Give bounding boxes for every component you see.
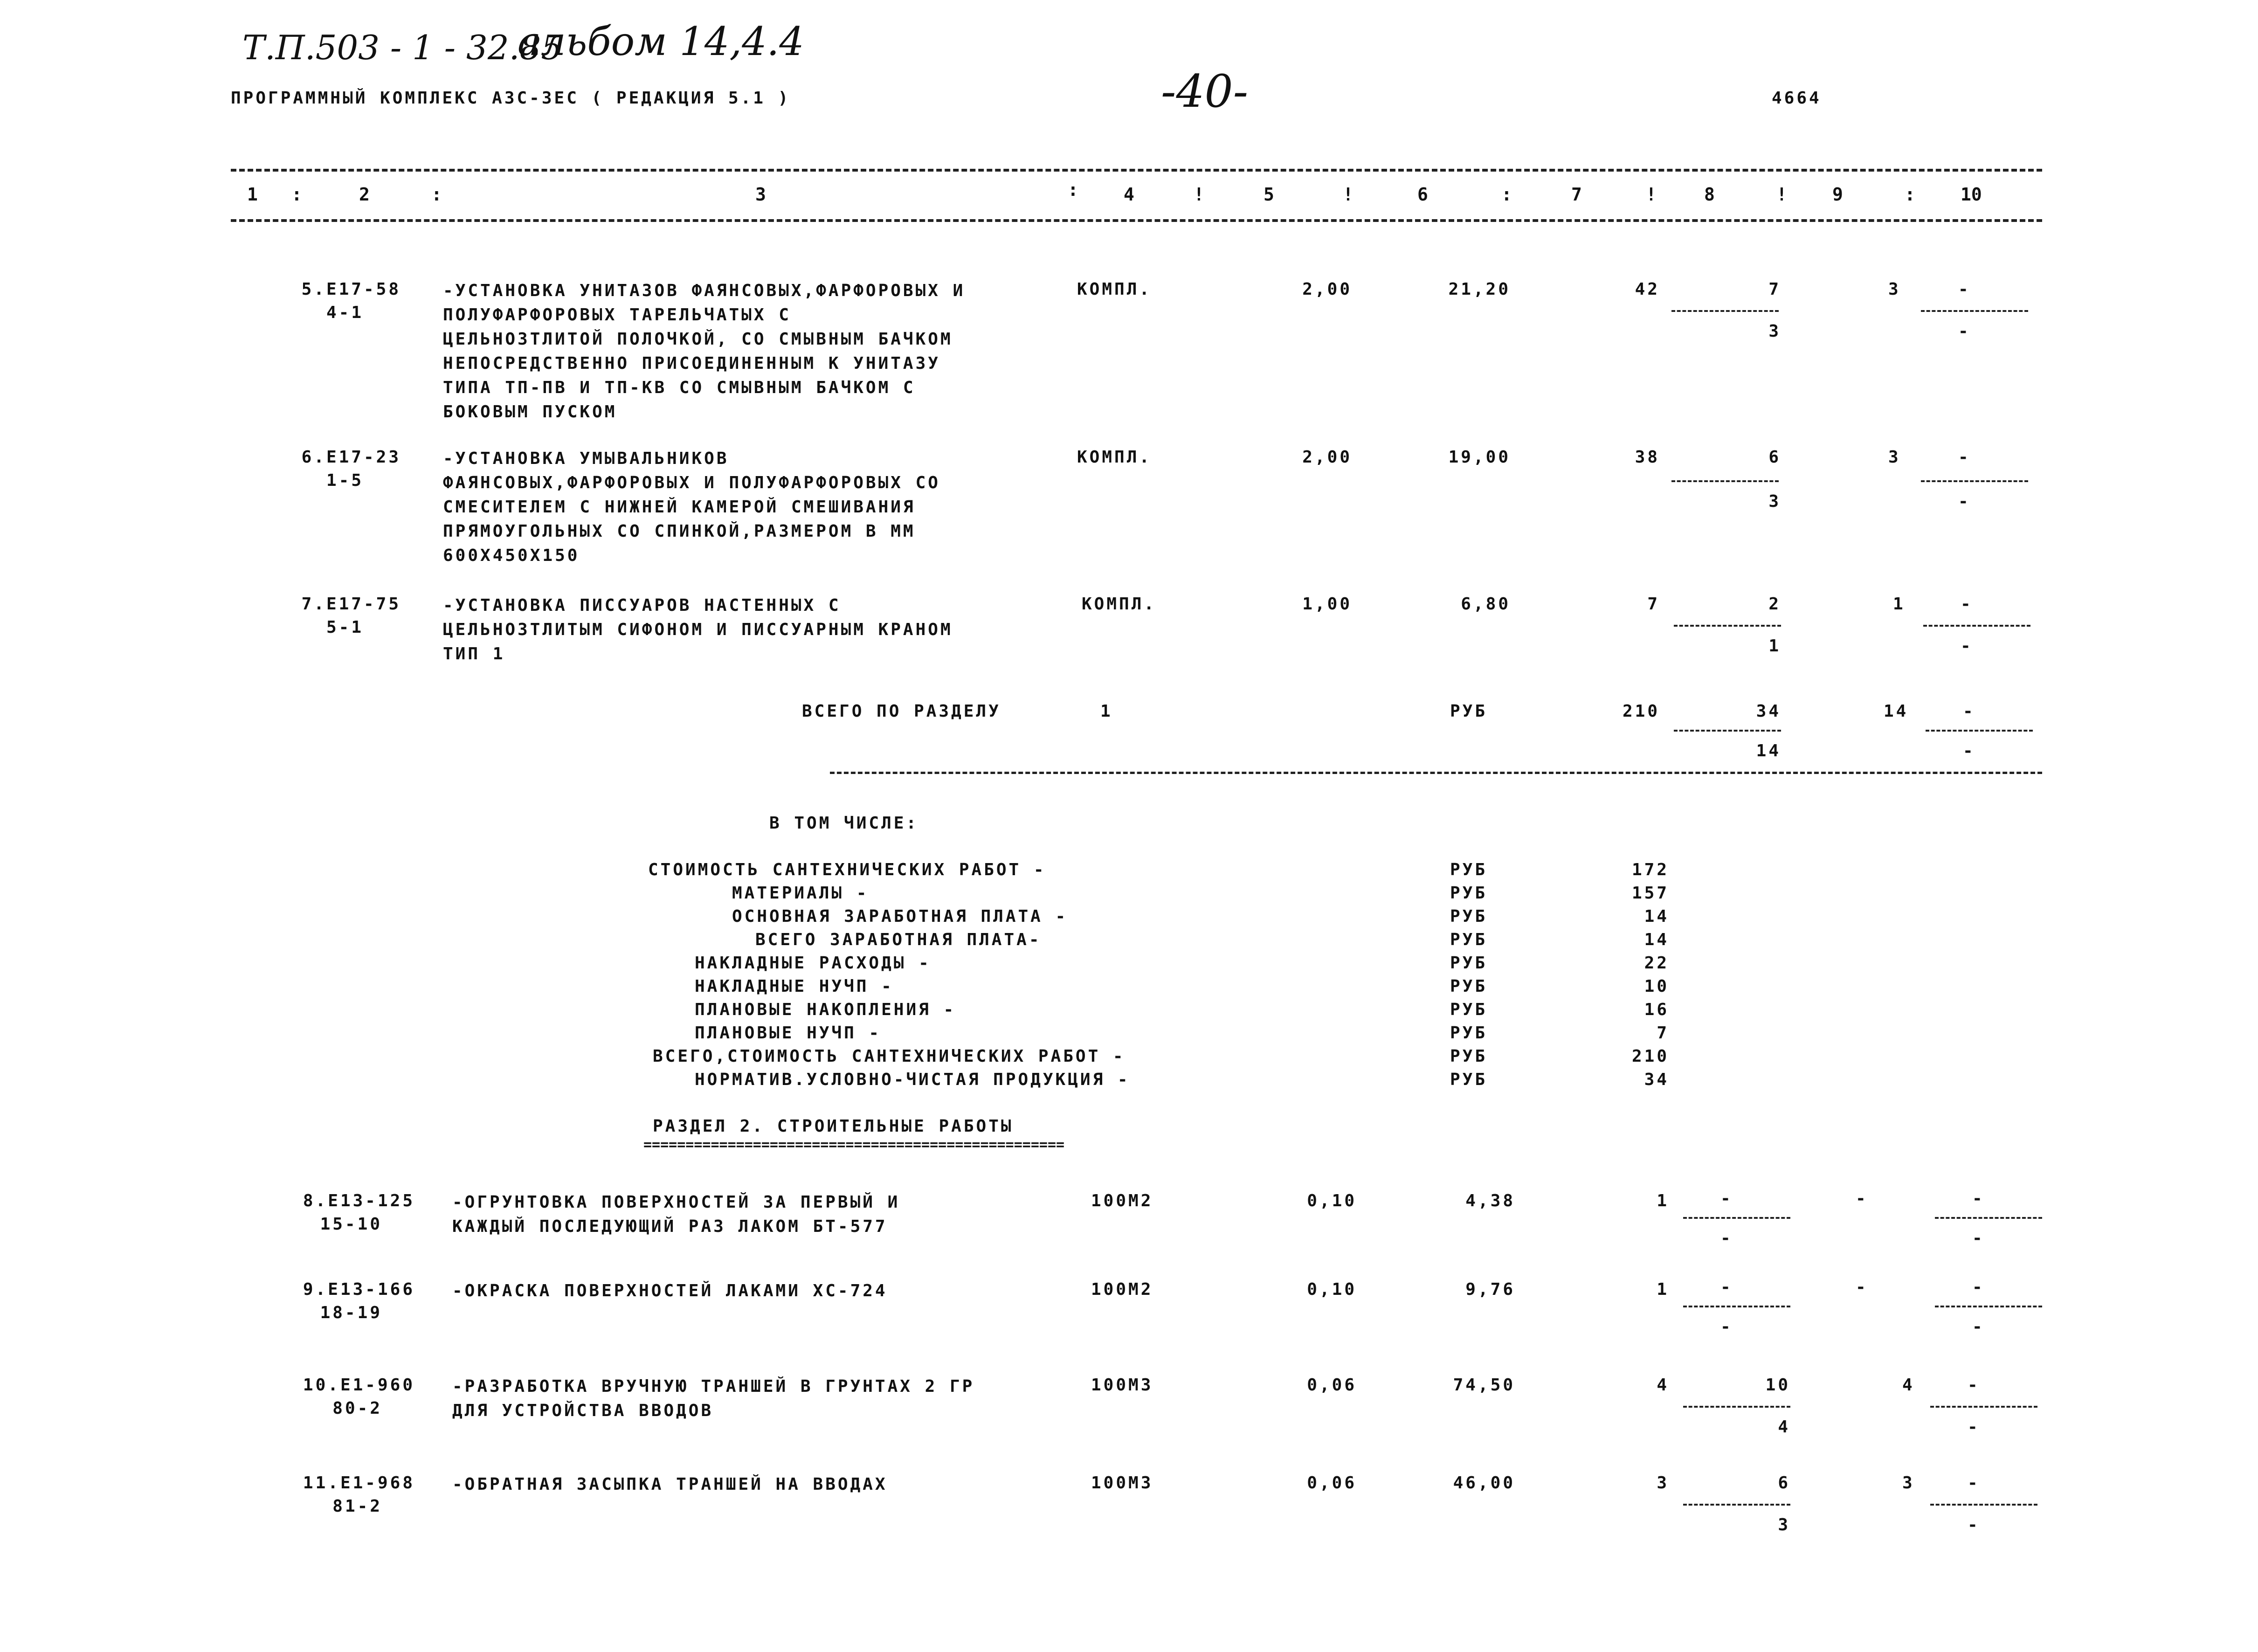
breakdown-value: 14 [1644, 907, 1669, 926]
col10-top: - [1972, 1278, 1985, 1297]
breakdown-unit: РУБ [1450, 907, 1488, 926]
item-unit: 100М3 [1091, 1376, 1153, 1395]
item-total: 1 [1657, 1191, 1669, 1210]
col9: 3 [1902, 1473, 1915, 1493]
col10-bottom: - [1968, 1515, 1980, 1534]
col10-top: - [1958, 280, 1971, 299]
item-description: -УСТАНОВКА ПИССУАРОВ НАСТЕННЫХ С ЦЕЛЬНОЗТЛИТЫМ СИФОНОМ И ПИССУАРНЫМ КРАНОМ ТИП 1 [443, 596, 953, 664]
breakdown-unit: РУБ [1450, 1023, 1488, 1043]
breakdown-label: ВСЕГО ЗАРАБОТНАЯ ПЛАТА- [755, 930, 1042, 949]
fraction-line [1926, 730, 2033, 732]
col8-bottom: 1 [1768, 636, 1781, 656]
item-unit: КОМПЛ. [1082, 594, 1157, 614]
fraction-line [1683, 1406, 1790, 1408]
col-sep: ! [1194, 184, 1204, 205]
item-total: 42 [1635, 280, 1660, 299]
item-description: -ОГРУНТОВКА ПОВЕРХНОСТЕЙ ЗА ПЕРВЫЙ И КАЖДЫЙ ПОСЛЕДУЮЩИЙ РАЗ ЛАКОМ БТ-577 [452, 1193, 900, 1236]
col-4: 4 [1124, 184, 1134, 205]
col10-top: - [1963, 702, 1975, 721]
total-col4: 1 [1100, 702, 1113, 721]
item-subcode: 5-1 [326, 618, 364, 637]
including-heading: В ТОМ ЧИСЛЕ: [769, 814, 919, 833]
col10-bottom: - [1972, 1229, 1985, 1248]
col-10: 10 [1961, 184, 1982, 205]
fraction-line [1923, 625, 2030, 627]
col10-top: - [1958, 448, 1971, 467]
item-qty: 0,10 [1307, 1280, 1357, 1299]
item-qty: 1,00 [1302, 594, 1352, 614]
breakdown-unit: РУБ [1450, 884, 1488, 903]
header-rule-bottom [231, 219, 2042, 222]
col8-top: 6 [1768, 448, 1781, 467]
program-header: ПРОГРАММНЫЙ КОМПЛЕКС АЗС-ЗЕС ( РЕДАКЦИЯ 5.1 ) [231, 89, 791, 108]
col8-bottom: 4 [1778, 1417, 1790, 1437]
col10-bottom: - [1958, 322, 1971, 341]
col10-bottom: - [1958, 492, 1971, 511]
item-unit: КОМПЛ. [1077, 448, 1152, 467]
breakdown-value: 157 [1631, 884, 1669, 903]
item-description: -ОКРАСКА ПОВЕРХНОСТЕЙ ЛАКАМИ ХС-724 [452, 1281, 888, 1300]
col-sep: : [291, 184, 302, 205]
item-unit: 100М3 [1091, 1473, 1153, 1493]
item-description: -УСТАНОВКА УМЫВАЛЬНИКОВ ФАЯНСОВЫХ,ФАРФОРОВЫХ И ПОЛУФАРФОРОВЫХ СО СМЕСИТЕЛЕМ С НИЖНЕЙ КАМЕРОЙ СМЕШИВАНИЯ ПРЯМОУГОЛЬНЫХ СО СПИНКОЙ,РАЗМЕРОМ В ММ 600Х450Х150 [443, 449, 940, 565]
col10-top: - [1972, 1189, 1985, 1208]
item-description: -РАЗРАБОТКА ВРУЧНУЮ ТРАНШЕЙ В ГРУНТАХ 2 ГР ДЛЯ УСТРОЙСТВА ВВОДОВ [452, 1377, 975, 1420]
item-unit: 100М2 [1091, 1191, 1153, 1210]
item-subcode: 1-5 [326, 471, 364, 490]
col-5: 5 [1264, 184, 1274, 205]
fraction-line [1921, 310, 2028, 312]
col9: 14 [1884, 702, 1909, 721]
col-sep: ! [1343, 184, 1353, 205]
col-sep: : [1905, 184, 1915, 205]
breakdown-label: ОСНОВНАЯ ЗАРАБОТНАЯ ПЛАТА - [732, 907, 1068, 926]
item-price: 6,80 [1461, 594, 1511, 614]
item-price: 74,50 [1453, 1376, 1515, 1395]
col9: 3 [1888, 280, 1901, 299]
item-total: 7 [1647, 594, 1660, 614]
item-unit: 100М2 [1091, 1280, 1153, 1299]
header-rule-top [231, 169, 2042, 172]
section-2-underline: ================================================== [643, 1137, 1065, 1153]
breakdown-label: НОРМАТИВ.УСЛОВНО-ЧИСТАЯ ПРОДУКЦИЯ - [695, 1070, 1130, 1089]
breakdown-label: ВСЕГО,СТОИМОСТЬ САНТЕХНИЧЕСКИХ РАБОТ - [653, 1047, 1126, 1066]
item-total: 1 [1657, 1280, 1669, 1299]
total-unit: РУБ [1450, 702, 1488, 721]
col9: 3 [1888, 448, 1901, 467]
col8-bottom: 3 [1778, 1515, 1790, 1534]
breakdown-unit: РУБ [1450, 930, 1488, 949]
col8-bottom: 3 [1768, 322, 1781, 341]
col-7: 7 [1571, 184, 1582, 205]
breakdown-label: НАКЛАДНЫЕ НУЧП - [695, 977, 894, 996]
item-code: 9.Е13-166 [303, 1280, 415, 1299]
section-2-title: РАЗДЕЛ 2. СТРОИТЕЛЬНЫЕ РАБОТЫ [653, 1117, 1014, 1136]
item-code: 10.Е1-960 [303, 1376, 415, 1395]
fraction-line [1930, 1504, 2037, 1506]
breakdown-value: 7 [1657, 1023, 1669, 1043]
item-qty: 2,00 [1302, 280, 1352, 299]
fraction-line [1935, 1217, 2042, 1219]
breakdown-unit: РУБ [1450, 1070, 1488, 1089]
col9: - [1856, 1189, 1868, 1208]
document-number: 4664 [1772, 89, 1822, 108]
breakdown-unit: РУБ [1450, 860, 1488, 879]
fraction-line [1930, 1406, 2037, 1408]
breakdown-label: ПЛАНОВЫЕ НАКОПЛЕНИЯ - [695, 1000, 956, 1019]
col10-bottom: - [1968, 1417, 1980, 1437]
item-unit: КОМПЛ. [1077, 280, 1152, 299]
fraction-line [1674, 730, 1781, 732]
item-description: -ОБРАТНАЯ ЗАСЫПКА ТРАНШЕЙ НА ВВОДАХ [452, 1475, 888, 1494]
item-total: 3 [1657, 1473, 1669, 1493]
item-code: 6.Е17-23 [301, 448, 401, 467]
col8-top: 10 [1765, 1376, 1790, 1395]
item-subcode: 18-19 [320, 1303, 382, 1322]
item-price: 9,76 [1465, 1280, 1515, 1299]
item-qty: 2,00 [1302, 448, 1352, 467]
handwritten-page-number: -40- [1161, 65, 1249, 118]
breakdown-label: СТОИМОСТЬ САНТЕХНИЧЕСКИХ РАБОТ - [648, 860, 1046, 879]
item-price: 46,00 [1453, 1473, 1515, 1493]
col-6: 6 [1417, 184, 1428, 205]
item-subcode: 81-2 [332, 1497, 382, 1516]
col-sep: ! [1646, 184, 1657, 205]
item-total: 38 [1635, 448, 1660, 467]
col10-top: - [1968, 1473, 1980, 1493]
col-1: 1 [247, 184, 258, 205]
item-price: 4,38 [1465, 1191, 1515, 1210]
col10-top: - [1968, 1376, 1980, 1395]
item-description: -УСТАНОВКА УНИТАЗОВ ФАЯНСОВЫХ,ФАРФОРОВЫХ И ПОЛУФАРФОРОВЫХ ТАРЕЛЬЧАТЫХ С ЦЕЛЬНОЗТЛИТОЙ ПОЛОЧКОЙ, СО СМЫВНЫМ БАЧКОМ НЕПОСРЕДСТВЕННО ПРИСОЕДИНЕННЫМ К УНИТАЗУ ТИПА ТП-ПВ И ТП-КВ СО СМЫВНЫМ БАЧКОМ С БОКОВЫМ ПУСКОМ [443, 281, 966, 422]
col-2: 2 [359, 184, 370, 205]
col8-bottom: - [1720, 1229, 1733, 1248]
item-code: 11.Е1-968 [303, 1473, 415, 1493]
col10-bottom: - [1963, 741, 1975, 760]
item-total: 4 [1657, 1376, 1669, 1395]
col8-top: 6 [1778, 1473, 1790, 1493]
col-sep: ! [1776, 184, 1787, 205]
col-sep: : [1501, 184, 1512, 205]
fraction-line [1674, 625, 1781, 627]
col8-top: 2 [1768, 594, 1781, 614]
item-price: 21,20 [1448, 280, 1511, 299]
fraction-line [1683, 1306, 1790, 1307]
fraction-line [1671, 480, 1779, 482]
fraction-line [1935, 1306, 2042, 1307]
item-qty: 0,10 [1307, 1191, 1357, 1210]
fraction-line [1683, 1217, 1790, 1219]
col10-bottom: - [1961, 636, 1973, 656]
col9: 4 [1902, 1376, 1915, 1395]
breakdown-unit: РУБ [1450, 1000, 1488, 1019]
total-value: 210 [1622, 702, 1660, 721]
col8-bottom: - [1720, 1317, 1733, 1336]
item-subcode: 15-10 [320, 1215, 382, 1234]
col-sep: : [1068, 180, 1078, 200]
col-8: 8 [1704, 184, 1715, 205]
fraction-line [1671, 310, 1779, 312]
section-total-rule [830, 772, 2042, 774]
col-9: 9 [1832, 184, 1843, 205]
handwritten-project-code: Т.П.503 - 1 - 32.85 [242, 28, 563, 67]
col9: 1 [1893, 594, 1906, 614]
fraction-line [1921, 480, 2028, 482]
breakdown-label: МАТЕРИАЛЫ - [732, 884, 869, 903]
handwritten-album: альбом 14,4.4 [518, 19, 804, 64]
breakdown-value: 172 [1631, 860, 1669, 879]
col-3: 3 [755, 184, 766, 205]
col8-top: - [1720, 1278, 1733, 1297]
breakdown-value: 210 [1631, 1047, 1669, 1066]
item-subcode: 4-1 [326, 303, 364, 322]
item-code: 7.Е17-75 [301, 594, 401, 614]
breakdown-value: 14 [1644, 930, 1669, 949]
col8-top: 34 [1756, 702, 1781, 721]
breakdown-unit: РУБ [1450, 954, 1488, 973]
col10-bottom: - [1972, 1317, 1985, 1336]
total-label: ВСЕГО ПО РАЗДЕЛУ [802, 702, 1001, 721]
breakdown-value: 10 [1644, 977, 1669, 996]
col9: - [1856, 1278, 1868, 1297]
col10-top: - [1961, 594, 1973, 614]
item-code: 5.Е17-58 [301, 280, 401, 299]
breakdown-label: ПЛАНОВЫЕ НУЧП - [695, 1023, 882, 1043]
col8-top: - [1720, 1189, 1733, 1208]
item-code: 8.Е13-125 [303, 1191, 415, 1210]
item-subcode: 80-2 [332, 1399, 382, 1418]
item-qty: 0,06 [1307, 1473, 1357, 1493]
breakdown-unit: РУБ [1450, 1047, 1488, 1066]
col8-top: 7 [1768, 280, 1781, 299]
col8-bottom: 3 [1768, 492, 1781, 511]
breakdown-value: 22 [1644, 954, 1669, 973]
col-sep: : [431, 184, 442, 205]
breakdown-label: НАКЛАДНЫЕ РАСХОДЫ - [695, 954, 931, 973]
col8-bottom: 14 [1756, 741, 1781, 760]
fraction-line [1683, 1504, 1790, 1506]
item-qty: 0,06 [1307, 1376, 1357, 1395]
item-price: 19,00 [1448, 448, 1511, 467]
breakdown-value: 34 [1644, 1070, 1669, 1089]
breakdown-value: 16 [1644, 1000, 1669, 1019]
breakdown-unit: РУБ [1450, 977, 1488, 996]
